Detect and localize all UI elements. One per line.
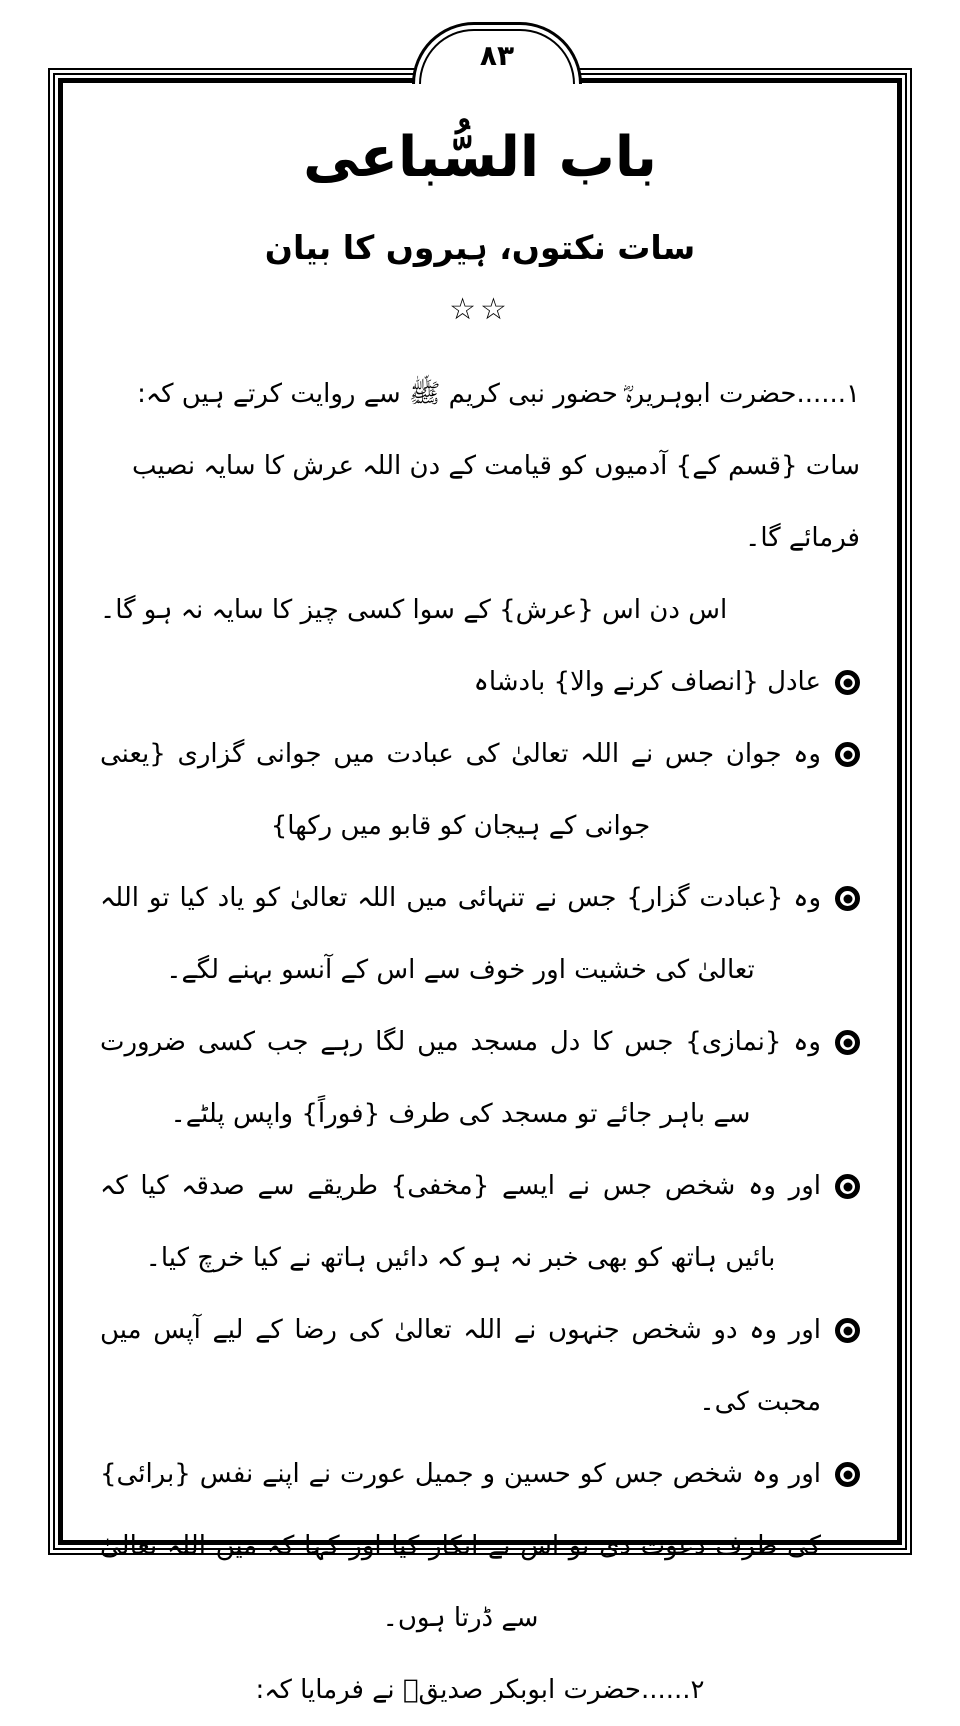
list-item xyxy=(100,862,860,1006)
list-item xyxy=(100,718,860,862)
list-item-text: وہ جوان جس نے اللہ تعالیٰ کی عبادت میں جوانی گزاری {یعنی جوانی کے ہیجان کو قابو میں رکھا} xyxy=(100,739,821,841)
page-number: ۸۳ xyxy=(479,39,515,72)
hadith-line-2: اس دن اس {عرش} کے سوا کسی چیز کا سایہ نہ ہو گا۔ xyxy=(100,595,728,625)
body-text xyxy=(100,358,860,1726)
bullet-target-icon xyxy=(835,742,860,767)
page-number-arch xyxy=(412,22,582,84)
bullet-target-icon xyxy=(835,1318,860,1343)
bullet-target-icon xyxy=(835,670,860,695)
shade-list xyxy=(100,646,860,1654)
list-item-text: وہ {عبادت گزار} جس نے تنہائی میں اللہ تعالیٰ کو یاد کیا تو اللہ تعالیٰ کی خشیت اور خوف سے اس کے آنسو بہنے لگے۔ xyxy=(100,883,821,985)
narration-1: ۱......حضرت ابوہریرہؓ حضور نبی کریم ﷺ سے روایت کرتے ہیں کہ: xyxy=(137,379,860,409)
list-item xyxy=(100,1438,860,1654)
narration-2: ۲......حضرت ابوبکر صدیقؓ نے فرمایا کہ: xyxy=(255,1675,705,1705)
hadith-line-1: سات {قسم کے} آدمیوں کو قیامت کے دن اللہ عرش کا سایہ نصیب فرمائے گا۔ xyxy=(131,451,860,553)
bullet-target-icon xyxy=(835,1462,860,1487)
list-item xyxy=(100,1150,860,1294)
list-item-text: عادل {انصاف کرنے والا} بادشاہ xyxy=(473,667,821,697)
list-item-text: اور وہ شخص جس نے ایسے {مخفی} طریقے سے صدقہ کیا کہ بائیں ہاتھ کو بھی خبر نہ ہو کہ دائیں ہاتھ نے کیا خرچ کیا۔ xyxy=(100,1171,821,1273)
page-content xyxy=(100,108,860,1726)
chapter-title: باب السُّباعی xyxy=(303,125,657,190)
list-item-text: وہ {نمازی} جس کا دل مسجد میں لگا رہے جب کسی ضرورت سے باہر جائے تو مسجد کی طرف {فوراً} واپس پلٹے۔ xyxy=(100,1027,821,1129)
bullet-target-icon xyxy=(835,886,860,911)
list-item-text: اور وہ دو شخص جنہوں نے اللہ تعالیٰ کی رضا کے لیے آپس میں محبت کی۔ xyxy=(100,1315,821,1417)
list-item-text: اور وہ شخص جس کو حسین و جمیل عورت نے اپنے نفس {برائی} کی طرف دعوت دی تو اس نے انکار کیا اور کہا کہ میں اللہ تعالیٰ سے ڈرتا ہوں۔ xyxy=(100,1459,821,1633)
list-item xyxy=(100,1006,860,1150)
bullet-target-icon xyxy=(835,1174,860,1199)
list-item xyxy=(100,646,860,718)
chapter-subtitle: سات نکتوں، ہیروں کا بیان xyxy=(264,228,696,267)
bullet-target-icon xyxy=(835,1030,860,1055)
list-item xyxy=(100,1294,860,1438)
stars-decoration-icon: ☆☆ xyxy=(449,292,511,327)
